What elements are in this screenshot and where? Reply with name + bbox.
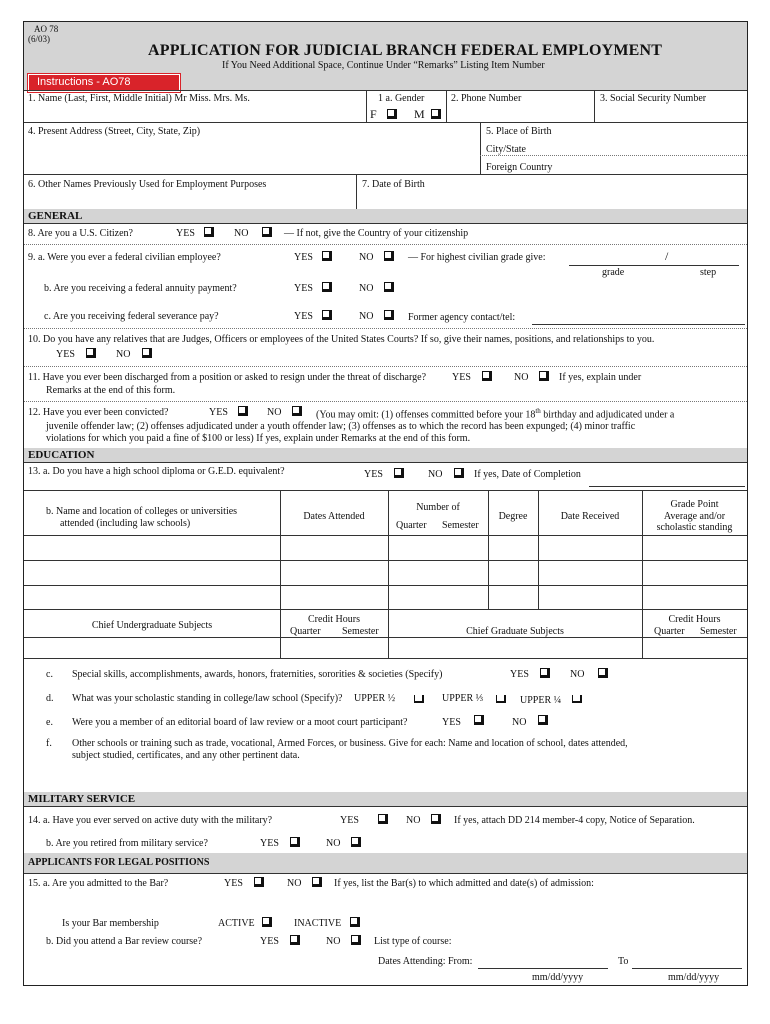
gender-m-checkbox[interactable] bbox=[431, 109, 441, 119]
q12-no-checkbox[interactable] bbox=[292, 406, 302, 416]
q9a-yes-label: YES bbox=[294, 252, 313, 263]
q13e-label: Were you a member of an editorial board of law review or a moot court participant? bbox=[72, 717, 408, 728]
grade-field[interactable] bbox=[569, 265, 739, 266]
q8-no-checkbox[interactable] bbox=[262, 227, 272, 237]
q11-note: If yes, explain under bbox=[559, 372, 642, 383]
q15b-yes-checkbox[interactable] bbox=[290, 935, 300, 945]
section-education: EDUCATION bbox=[28, 449, 95, 461]
q12-yes-checkbox[interactable] bbox=[238, 406, 248, 416]
q9b-yes-label: YES bbox=[294, 283, 313, 294]
foreign-country-label: Foreign Country bbox=[486, 162, 553, 173]
bar-membership-label: Is your Bar membership bbox=[62, 918, 159, 929]
col-number-of: Number of bbox=[416, 502, 460, 513]
credit-quarter-2: Quarter bbox=[654, 626, 685, 637]
form-date: (6/03) bbox=[28, 34, 50, 44]
q9a-no-label: NO bbox=[359, 252, 374, 263]
q11-label: 11. Have you ever been discharged from a position or asked to resign under the threat of discharge? bbox=[28, 372, 427, 383]
page-subtitle: If You Need Additional Space, Continue Under “Remarks” Listing Item Number bbox=[222, 60, 545, 71]
q10-yes-label: YES bbox=[56, 349, 75, 360]
q10-no-checkbox[interactable] bbox=[142, 348, 152, 358]
edu-row-2[interactable] bbox=[24, 585, 747, 586]
q15a-no-checkbox[interactable] bbox=[312, 877, 322, 887]
q14a-no-checkbox[interactable] bbox=[431, 814, 441, 824]
course-type-label: List type of course: bbox=[374, 936, 452, 947]
q12-line2: juvenile offender law; (2) offenses adjudicated under a youth offender law; (3) offenses as to which the record has been expunged; (4) minor traffic bbox=[46, 421, 636, 432]
gender-f-label: F bbox=[370, 107, 377, 121]
q6-label: 6. Other Names Previously Used for Employment Purposes bbox=[28, 179, 267, 190]
q9a-no-checkbox[interactable] bbox=[384, 251, 394, 261]
q9c-no-label: NO bbox=[359, 311, 374, 322]
upper-third-label: UPPER ⅓ bbox=[442, 693, 484, 704]
upper-third-checkbox[interactable] bbox=[496, 695, 506, 703]
section-legal: APPLICANTS FOR LEGAL POSITIONS bbox=[28, 857, 210, 868]
q1a-label: 1 a. Gender bbox=[378, 93, 425, 104]
q12-no-label: NO bbox=[267, 407, 282, 418]
q9c-no-checkbox[interactable] bbox=[384, 310, 394, 320]
q13a-label: 13. a. Do you have a high school diploma or G.E.D. equivalent? bbox=[28, 466, 285, 477]
q9c-yes-label: YES bbox=[294, 311, 313, 322]
q13d-letter: d. bbox=[46, 693, 54, 704]
q9b-no-label: NO bbox=[359, 283, 374, 294]
q15a-note: If yes, list the Bar(s) to which admitted and date(s) of admission: bbox=[334, 878, 594, 889]
inactive-label: INACTIVE bbox=[294, 918, 342, 929]
q13c-label: Special skills, accomplishments, awards, honors, fraternities, sororities & societies (Specify) bbox=[72, 669, 443, 680]
q15a-label: 15. a. Are you admitted to the Bar? bbox=[28, 878, 169, 889]
city-state-label: City/State bbox=[486, 144, 526, 155]
date-from-field[interactable] bbox=[478, 968, 608, 969]
q10-yes-checkbox[interactable] bbox=[86, 348, 96, 358]
subjects-row[interactable] bbox=[24, 658, 747, 659]
q13c-no-label: NO bbox=[570, 669, 585, 680]
q9c-yes-checkbox[interactable] bbox=[322, 310, 332, 320]
q8-note: — If not, give the Country of your citizenship bbox=[284, 228, 469, 239]
chief-undergrad-label: Chief Undergraduate Subjects bbox=[91, 620, 213, 631]
credit-hours-label-2: Credit Hours bbox=[668, 614, 721, 625]
q13f-label: Other schools or training such as trade, vocational, Armed Forces, or business. Give for each: Name and location of school, dates attended, bbox=[72, 738, 628, 749]
q12-label: 12. Have you ever been convicted? bbox=[28, 407, 169, 418]
q11-line2: Remarks at the end of this form. bbox=[46, 385, 176, 396]
q13a-no-checkbox[interactable] bbox=[454, 468, 464, 478]
q14a-no-label: NO bbox=[406, 815, 421, 826]
q15b-yes-label: YES bbox=[260, 936, 279, 947]
q13c-yes-checkbox[interactable] bbox=[540, 668, 550, 678]
page-title: APPLICATION FOR JUDICIAL BRANCH FEDERAL EMPLOYMENT bbox=[148, 42, 663, 59]
q13b-label: b. Name and location of colleges or universities attended (including law schools) bbox=[46, 506, 238, 529]
completion-date-field[interactable] bbox=[589, 486, 745, 487]
dates-to-label: To bbox=[618, 956, 629, 967]
credit-semester-2: Semester bbox=[700, 626, 737, 637]
col-dates-attended: Dates Attended bbox=[303, 511, 365, 522]
q14b-no-checkbox[interactable] bbox=[351, 837, 361, 847]
agency-contact-field[interactable] bbox=[532, 324, 745, 325]
q9a-yes-checkbox[interactable] bbox=[322, 251, 332, 261]
q9b-label: b. Are you receiving a federal annuity payment? bbox=[44, 283, 237, 294]
q7-label: 7. Date of Birth bbox=[362, 179, 425, 190]
q11-yes-label: YES bbox=[452, 372, 471, 383]
q15a-yes-checkbox[interactable] bbox=[254, 877, 264, 887]
q4-label: 4. Present Address (Street, City, State, Zip) bbox=[28, 126, 201, 137]
q9a-note: — For highest civilian grade give: bbox=[408, 252, 546, 263]
q15b-no-checkbox[interactable] bbox=[351, 935, 361, 945]
q14a-label: 14. a. Have you ever served on active duty with the military? bbox=[28, 815, 273, 826]
application-form bbox=[23, 21, 748, 986]
q13e-yes-label: YES bbox=[442, 717, 461, 728]
q13e-no-label: NO bbox=[512, 717, 527, 728]
q15a-no-label: NO bbox=[287, 878, 302, 889]
upper-quarter-checkbox[interactable] bbox=[572, 695, 582, 703]
active-checkbox[interactable] bbox=[262, 917, 272, 927]
col-semester: Semester bbox=[442, 520, 479, 531]
col-quarter: Quarter bbox=[396, 520, 427, 531]
q15b-no-label: NO bbox=[326, 936, 341, 947]
q9c-label: c. Are you receiving federal severance pay? bbox=[44, 311, 219, 322]
edu-row-3[interactable] bbox=[24, 609, 747, 610]
q13d-label: What was your scholastic standing in college/law school (Specify)? bbox=[72, 693, 343, 704]
q8-yes-checkbox[interactable] bbox=[204, 227, 214, 237]
q13c-no-checkbox[interactable] bbox=[598, 668, 608, 678]
q13e-no-checkbox[interactable] bbox=[538, 715, 548, 725]
date-to-field[interactable] bbox=[632, 968, 742, 969]
col-gpa: Grade Point Average and/or scholastic standing bbox=[656, 499, 733, 533]
q1-label: 1. Name (Last, First, Middle Initial) Mr Miss. Mrs. Ms. bbox=[28, 93, 250, 104]
q13e-letter: e. bbox=[46, 717, 53, 728]
q14a-yes-checkbox[interactable] bbox=[378, 814, 388, 824]
q8-no-label: NO bbox=[234, 228, 249, 239]
dates-from-label: Dates Attending: From: bbox=[378, 956, 473, 967]
q12-yes-label: YES bbox=[209, 407, 228, 418]
q2-label: 2. Phone Number bbox=[451, 93, 522, 104]
edu-row-1[interactable] bbox=[24, 560, 747, 561]
q13f-label-line2: subject studied, certificates, and any other pertinent data. bbox=[72, 750, 300, 761]
step-label: step bbox=[700, 267, 717, 278]
grade-label: grade bbox=[602, 267, 625, 278]
gender-m-label: M bbox=[414, 107, 425, 121]
q15a-yes-label: YES bbox=[224, 878, 243, 889]
upper-half-label: UPPER ½ bbox=[354, 693, 396, 704]
q13a-yes-checkbox[interactable] bbox=[394, 468, 404, 478]
q11-no-checkbox[interactable] bbox=[539, 371, 549, 381]
q9b-no-checkbox[interactable] bbox=[384, 282, 394, 292]
q13c-yes-label: YES bbox=[510, 669, 529, 680]
q14a-note: If yes, attach DD 214 member-4 copy, Notice of Separation. bbox=[454, 815, 695, 826]
q11-no-label: NO bbox=[514, 372, 529, 383]
q13a-note: If yes, Date of Completion bbox=[474, 469, 581, 480]
date-to-format: mm/dd/yyyy bbox=[668, 972, 720, 983]
q15b-label: b. Did you attend a Bar review course? bbox=[46, 936, 203, 947]
credit-semester-1: Semester bbox=[342, 626, 379, 637]
q13c-letter: c. bbox=[46, 669, 53, 680]
instructions-button[interactable]: Instructions - AO78 bbox=[28, 74, 180, 92]
q14b-no-label: NO bbox=[326, 838, 341, 849]
q12-line3: violations for which you paid a fine of $100 or less) If yes, explain under Remarks at the end of this form. bbox=[46, 433, 471, 444]
q9c-note: Former agency contact/tel: bbox=[408, 312, 516, 323]
form-id: AO 78 bbox=[34, 24, 59, 34]
q14a-yes-label: YES bbox=[340, 815, 359, 826]
upper-half-checkbox[interactable] bbox=[414, 695, 424, 703]
col-date-received: Date Received bbox=[560, 511, 620, 522]
q14b-yes-checkbox[interactable] bbox=[290, 837, 300, 847]
date-from-format: mm/dd/yyyy bbox=[532, 972, 584, 983]
grade-step-slash: / bbox=[665, 249, 669, 263]
q9a-label: 9. a. Were you ever a federal civilian employee? bbox=[28, 252, 221, 263]
credit-hours-label-1: Credit Hours bbox=[308, 614, 360, 625]
q14b-yes-label: YES bbox=[260, 838, 279, 849]
col-degree: Degree bbox=[498, 511, 528, 522]
credit-quarter-1: Quarter bbox=[290, 626, 321, 637]
q5-label: 5. Place of Birth bbox=[486, 126, 552, 137]
section-general: GENERAL bbox=[28, 210, 83, 222]
q10-no-label: NO bbox=[116, 349, 131, 360]
q13a-yes-label: YES bbox=[364, 469, 383, 480]
q8-label: 8. Are you a U.S. Citizen? bbox=[28, 228, 133, 239]
section-military: MILITARY SERVICE bbox=[28, 793, 136, 805]
upper-quarter-label: UPPER ¼ bbox=[520, 695, 562, 706]
chief-grad-label: Chief Graduate Subjects bbox=[466, 626, 564, 637]
q9b-yes-checkbox[interactable] bbox=[322, 282, 332, 292]
q11-yes-checkbox[interactable] bbox=[482, 371, 492, 381]
gender-f-checkbox[interactable] bbox=[387, 109, 397, 119]
q12-note: (You may omit: (1) offenses committed before your 18th birthday and adjudicated under a bbox=[316, 407, 675, 421]
q13e-yes-checkbox[interactable] bbox=[474, 715, 484, 725]
q8-yes-label: YES bbox=[176, 228, 195, 239]
active-label: ACTIVE bbox=[218, 918, 255, 929]
q14b-label: b. Are you retired from military service? bbox=[46, 838, 208, 849]
q3-label: 3. Social Security Number bbox=[600, 93, 707, 104]
q10-label: 10. Do you have any relatives that are Judges, Officers or employees of the United States Courts? If so, give their names, positions, and relationships to you. bbox=[28, 334, 655, 345]
inactive-checkbox[interactable] bbox=[350, 917, 360, 927]
q13a-no-label: NO bbox=[428, 469, 443, 480]
q13f-letter: f. bbox=[46, 738, 52, 749]
